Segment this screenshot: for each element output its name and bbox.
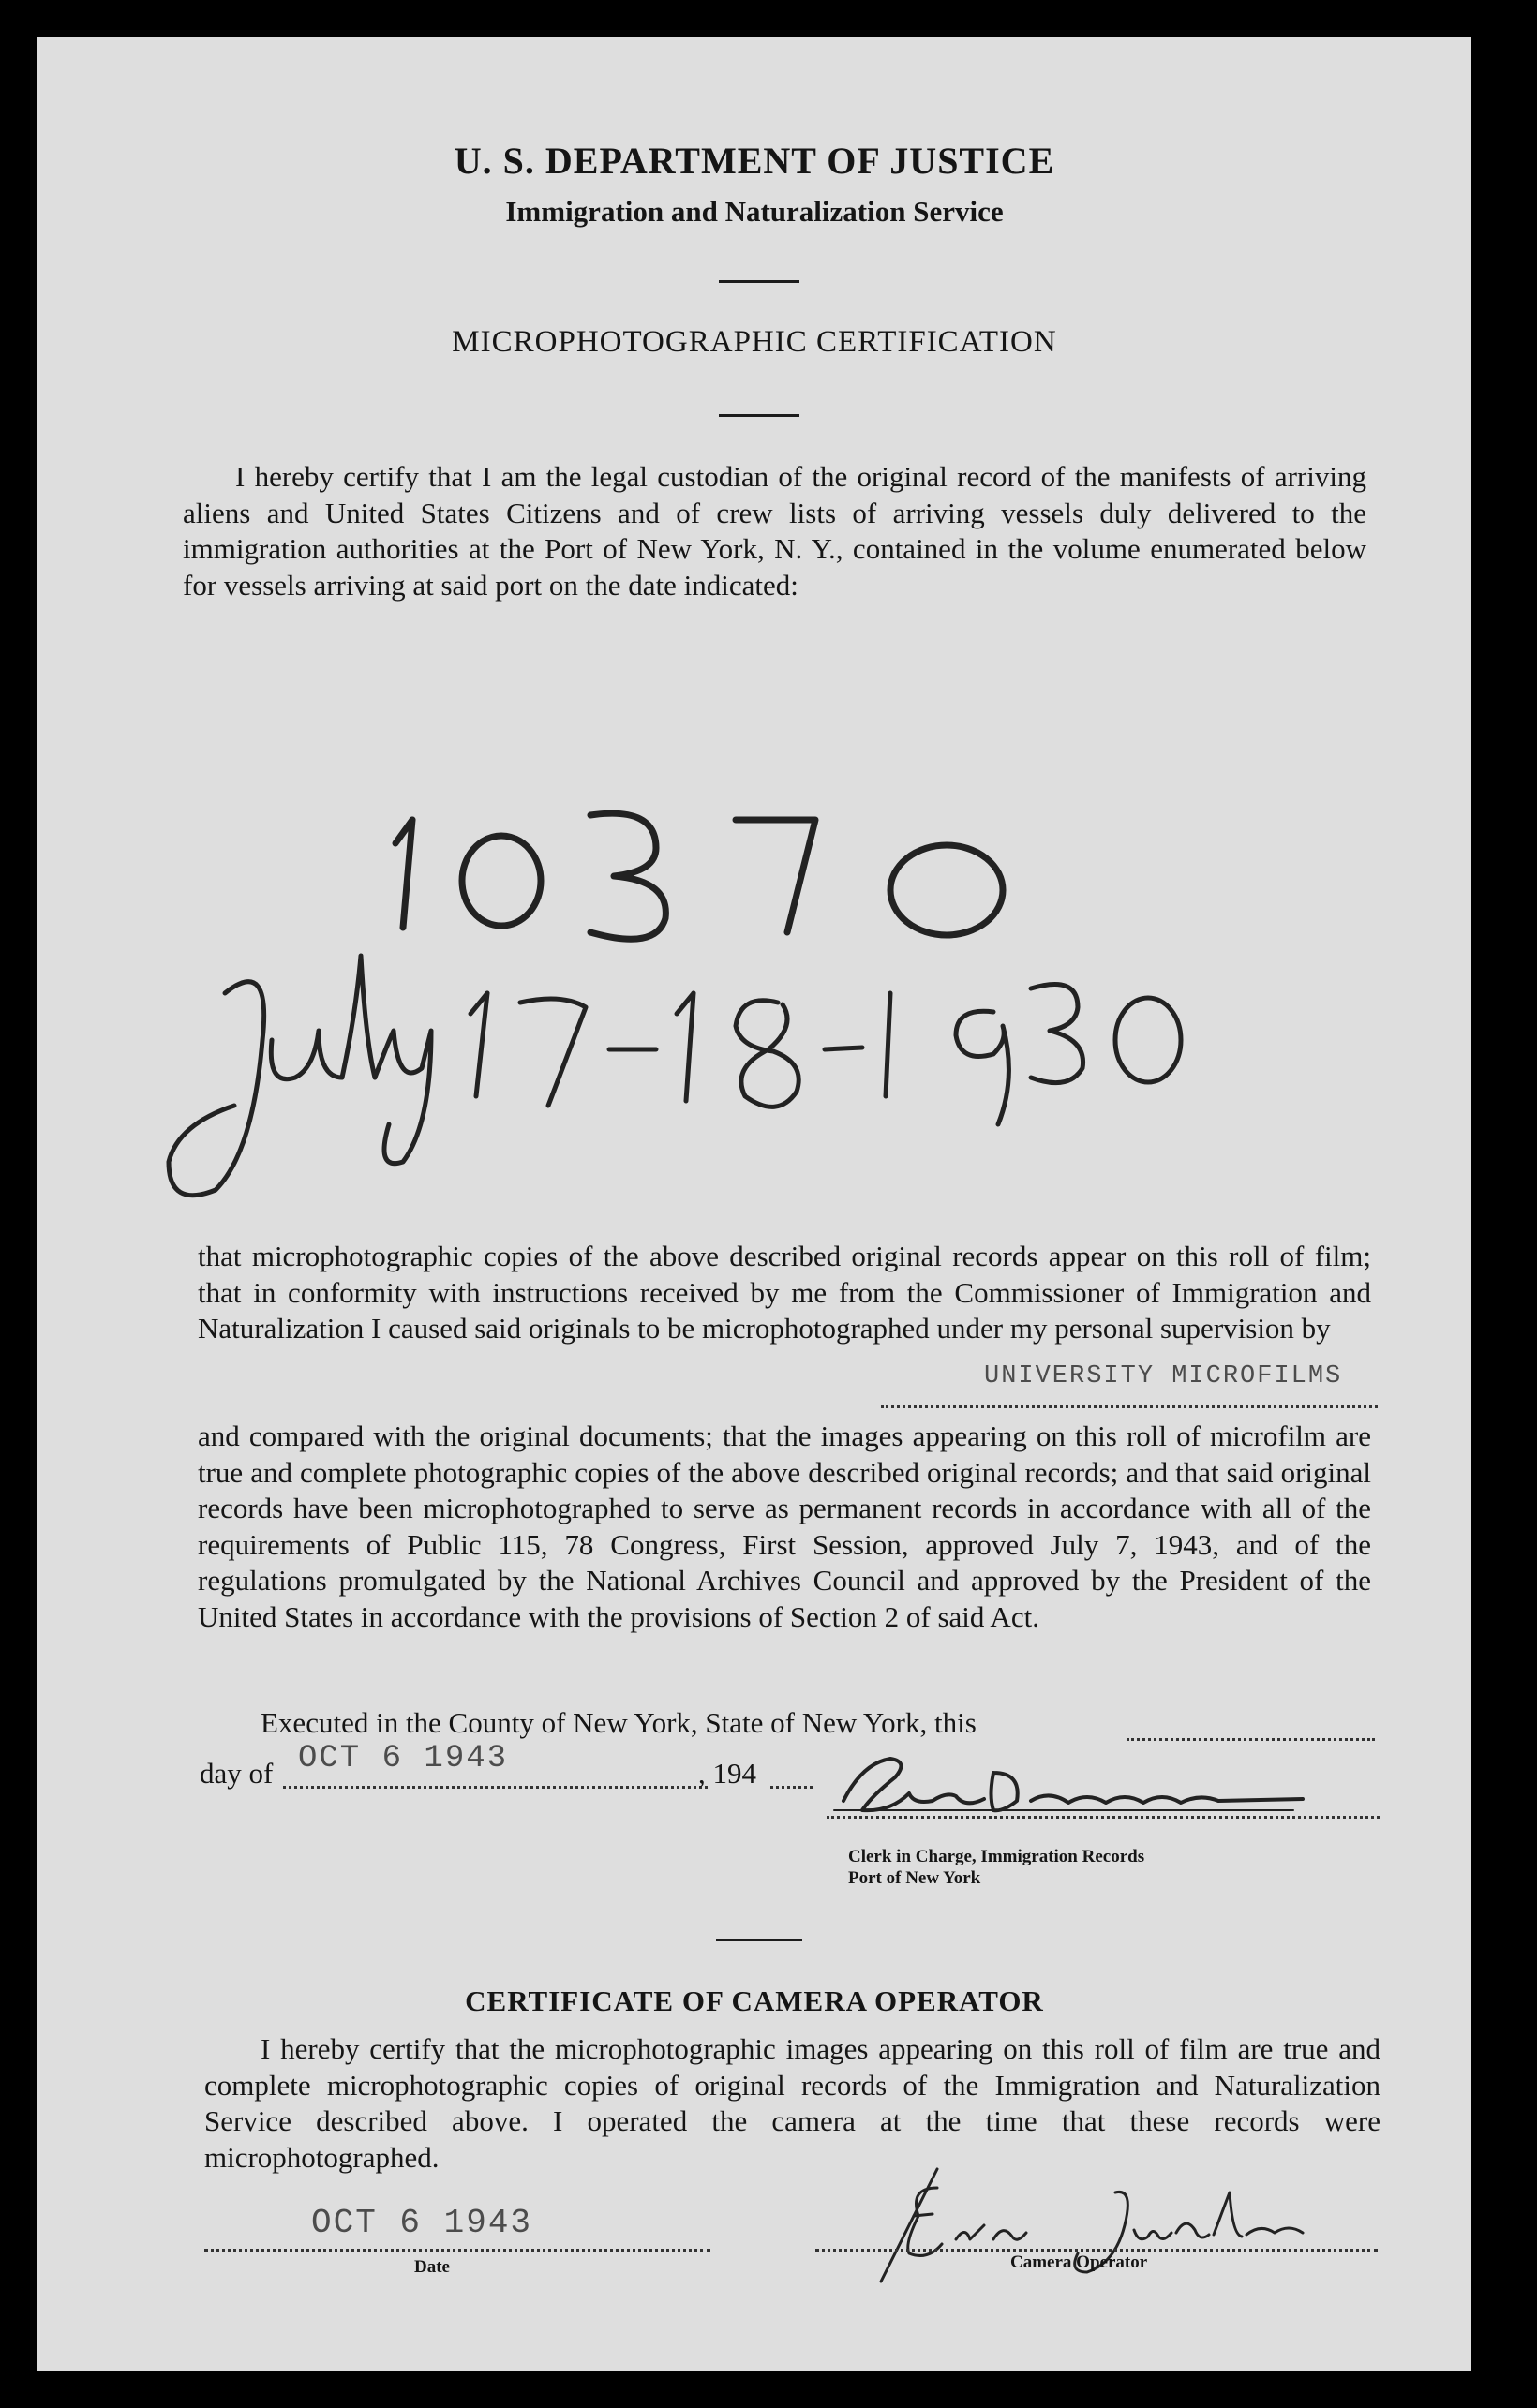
agency-heading: U. S. DEPARTMENT OF JUSTICE bbox=[454, 140, 1055, 182]
camera-date-stamp: OCT 6 1943 bbox=[311, 2204, 533, 2242]
clerk-signature-dotted-line bbox=[827, 1816, 1380, 1819]
certification-title: MICROPHOTOGRAPHIC CERTIFICATION bbox=[452, 325, 1057, 359]
day-of-label: day of bbox=[200, 1757, 274, 1790]
day-of-dotted-line bbox=[283, 1786, 708, 1789]
executed-text: Executed in the County of New York, State of New York, this bbox=[261, 1706, 977, 1739]
camera-date-dotted-line bbox=[204, 2249, 710, 2252]
execution-date-stamp: OCT 6 1943 bbox=[298, 1741, 509, 1776]
clerk-title-line2: Port of New York bbox=[848, 1868, 981, 1888]
certificate-sheet bbox=[37, 37, 1471, 2371]
microfilmer-stamp: UNIVERSITY MICROFILMS bbox=[984, 1362, 1343, 1390]
executed-day-dotted-line bbox=[1127, 1738, 1375, 1741]
service-subheading: Immigration and Naturalization Service bbox=[505, 195, 1004, 228]
camera-certificate-paragraph: I hereby certify that the microphotographic images appearing on this roll of film are true and complete microphotographic copies of original records of the Immigration and Naturalization Service described above. I operated the camera at the time that these records were microphotographed. bbox=[204, 2032, 1380, 2174]
handwritten-date-range bbox=[131, 937, 1368, 1237]
body-paragraph-part2: and compared with the original documents; that the images appearing on this roll of microfilm are true and complete photographic copies of the above described original records; and that said original records have been microphotographed to serve as permanent records in accordance with all of the requirements of Public 115, 78 Congress, First Session, approved July 7, 1943, and of the regulations promulgated by the National Archives Council and approved by the President of the United States in accordance with the provisions of Section 2 of said Act. bbox=[198, 1420, 1371, 1633]
divider-top bbox=[719, 280, 799, 283]
divider-second bbox=[719, 414, 799, 417]
clerk-title-line1: Clerk in Charge, Immigration Records bbox=[848, 1847, 1145, 1866]
body-paragraph-part1: that microphotographic copies of the above described original records appear on this roll of film; that in conformity with instructions received by me from the Commissioner of Immigration and Naturalization I caused said originals to be microphotographed under my personal supervision by bbox=[198, 1240, 1371, 1345]
divider-camera bbox=[716, 1939, 802, 1941]
camera-operator-label: Camera Operator bbox=[1010, 2252, 1148, 2272]
camera-certificate-title: CERTIFICATE OF CAMERA OPERATOR bbox=[465, 1984, 1044, 2017]
date-label: Date bbox=[414, 2257, 450, 2277]
year-prefix: , 194 bbox=[698, 1757, 756, 1790]
intro-paragraph: I hereby certify that I am the legal custodian of the original record of the manifests of arriving aliens and United States Citizens and of crew lists of arriving vessels duly delivered to the immigration authorities at the Port of New York, N. Y., contained in the volume enumerated below for vessels arriving at said port on the date indicated: bbox=[183, 460, 1366, 602]
microfilmer-dotted-line bbox=[881, 1405, 1378, 1408]
